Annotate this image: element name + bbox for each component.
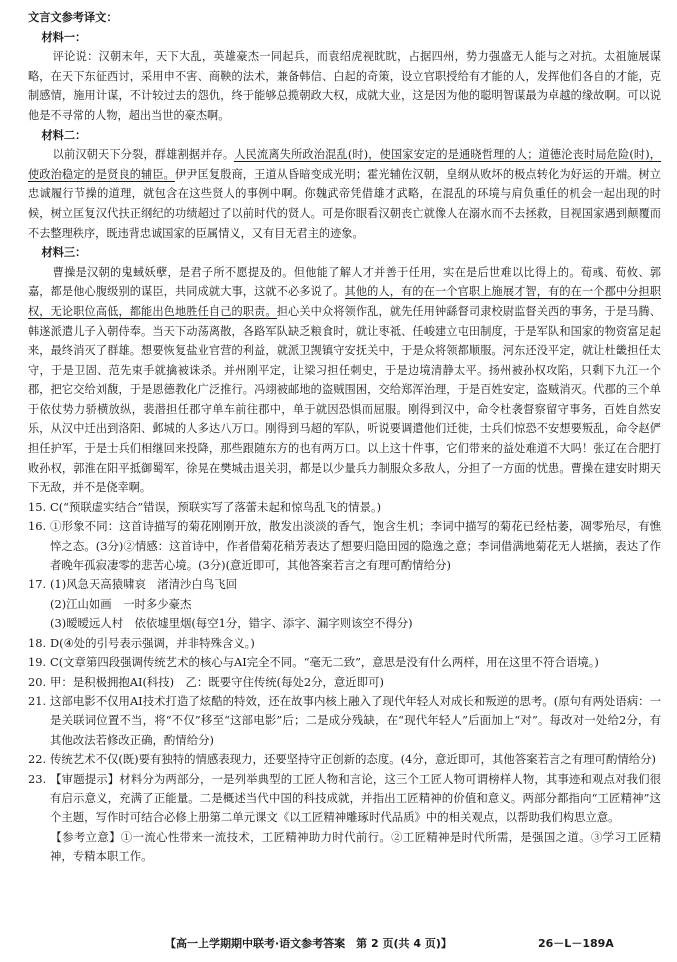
answer-item: 23. 【审题提示】材料分为两部分，一是列举典型的工匠人物和言论，这三个工匠人物可谓榜样人物，其事迹和观点对我们很有启示意义，充满了正能量。二是概述当代中国的科技成就，并指出工匠精神的价值和意义。两部分都指向“工匠精神”这个主题，写作时可结合必修上册第二单元课文《以工匠精神雕琢时代品质》中的相关观点，以帮助我们构思立意。 bbox=[28, 771, 661, 825]
material-1-label: 材料一： bbox=[41, 30, 87, 44]
answer-item: (2)江山如画 一时多少豪杰 bbox=[50, 596, 192, 611]
material-3-text bbox=[28, 263, 661, 498]
answer-item: 【参考立意】①一流心性带来一流技术，工匠精神助力时代前行。②工匠精神是时代所需，是强国之道。③学习工匠精神，专精本职工作。 bbox=[50, 829, 661, 864]
answer-item: 20. 甲：是积极拥抱AI(科技) 乙：既要守住传统(每处2分，意近即可) bbox=[28, 674, 384, 689]
material-2-text bbox=[28, 145, 661, 243]
footer-code: 26－L－189A bbox=[538, 937, 614, 950]
answer-item: 18. D(④处的引号表示强调，并非特殊含义。) bbox=[28, 635, 255, 650]
material-1-text: 评论说：汉朝末年，天下大乱，英雄豪杰一同起兵，而袁绍虎视眈眈，占据四州，势力强盛无人能与之对抗。太祖施展谋略，在天下东征西讨，采用申不害、商鞅的法术，兼备韩信、白起的奇策，设立官职授给有才能的人，发挥他们各自的才能，克制感情，施用计谋，不计较过去的怨仇，终于能够总揽朝政大权，成就大业，这是因为他的聪明智谋最为卓越的缘故啊。可以说他是不寻常的人物，超出当世的豪杰啊。 bbox=[28, 50, 661, 122]
answer-list bbox=[28, 498, 661, 867]
answer-item: 21. 这部电影不仅用AI技术打造了炫酷的特效，还在故事内核上融入了现代年轻人对成长和叛逆的思考。(原句有两处语病：一是关联词位置不当，将“不仅”移至“这部电影”后；二是成分残缺，在“现代年轻人”后面加上“对”。每改对一处给2分，有其他改法若修改正确，酌情给分) bbox=[28, 693, 661, 747]
answer-item: 22. 传统艺术不仅(既)要有独特的情感表现力，还要坚持守正创新的态度。(4分，意近即可，其他答案若言之有理可酌情给分) bbox=[28, 752, 656, 767]
material-3-label: 材料三： bbox=[41, 246, 87, 260]
material-3-intro: 曹操是汉朝的鬼蜮妖孽，是君子所不愿提及的。但他能了解人才并善于任用，实在是后世难以比得上的。荀彧、荀攸、郭嘉，都是他心腹级别的谋臣，共同成就大事，这就不必多说了。 bbox=[28, 265, 661, 299]
underlined-sentence-1: 人民流离失所政治混乱(时)，使国家安定的是通晓哲理的人； bbox=[234, 148, 539, 162]
answer-item: (3)暧暧远人村 依依墟里烟(每空1分，错字、添字、漏字则该空不得分) bbox=[50, 616, 413, 631]
underlined-sentence-3: 其他的人，有的在一个官职上施展才智，有的在一个郡中分担职权，无论职位高低，都能出色地胜任自己的职责。 bbox=[28, 285, 661, 318]
answer-item: 19. C(文章第四段强调传统艺术的核心与AI完全不同。“毫无二致”，意思是没有什么两样，用在这里不符合语境。) bbox=[28, 655, 599, 670]
section-title: 文言文参考译文： bbox=[28, 11, 118, 24]
footer-title: 【高一上学期期中联考·语文参考答案 第 2 页(共 4 页)】 bbox=[165, 937, 452, 950]
material-3-rest: 担心关中众将领作乱，就先任用钟繇督司隶校尉监督关西的事务，于是马腾、韩遂派遣儿子入朝侍奉。当天下动荡离散，各路军队缺乏粮食时，就让枣祗、任峻建立屯田制度，于是军队和国家的物资富足起来，最终消灭了群雄。想要恢复盐业官营的利益，就派卫觊镇守安抚关中，于是众将领都顺服。河东还没平定，就让杜畿担任太守，于是卫固、范先束手就擒被诛杀。并州刚平定，让梁习担任刺史，于是边境清静太平。扬州被孙权攻陷，只剩下九江一个郡，把它交给刘馥，于是恩德教化广泛推行。冯翊被邮地的盗贼围困，交给郑浑治理，于是百姓安定，盗贼消灭。代郡的三个单于依仗势力骄横放纵，裴潜担任郡守单车前往郡中，单于就因恐惧而屈服。刚得到汉中，命令杜袭督察留守事务，百姓自然安乐，从汉中迁出到洛阳、邺城的人多达八万口。刚得到马超的军队，听说要调遣他们迁徙，士兵们惊恐不安想要叛乱，命令赵俨担任护军，于是士兵们相继回来投降，那些跟随东方的也有两万口。以上这十件事，它们带来的益处难道不大吗！张辽在合肥打败孙权，郭淮在阳平抵御蜀军，徐晃在樊城击退关羽，都是以少量兵力制服众多敌人，分担了一方面的忧患。曹操在建安时期天下无敌，并不是侥幸啊。 bbox=[28, 304, 661, 495]
answer-item: 15. C(“预联虚实结合”错误，预联实写了落蕾未起和惊鸟乱飞的情景。) bbox=[28, 499, 382, 514]
answer-item: 17. (1)风急天高猿啸哀 渚清沙白鸟飞回 bbox=[28, 577, 237, 592]
answer-item: 16. ①形象不同：这首诗描写的菊花刚刚开放，散发出淡淡的香气，饱含生机；李词中描写的菊花已经枯萎，凋零殆尽，有憔悴之态。(3分)②情感：这首诗中，作者借菊花稍芳表达了想要归隐田园的隐逸之意；李词借满地菊花无人堪摘，表达了作者晚年孤寂凄零的悲苦心境。(3分)(意近即可，其他答案若言之有理可酌情给分) bbox=[28, 519, 661, 573]
material-2-rest: 伊尹匡复殷商，王道从昏暗变成光明；霍光辅佐汉朝，皇纲从败坏的极点转化为好运的开端。树立忠诚履行节操的道理，就包含在这些贤人的事例中啊。你魏武帝凭借雄才武略，在混乱的环境与肩负重任的机会一起出现的时候，树立匡复汉代扶正纲纪的功绩超过了以前时代的贤人。可是你眼看汉朝丧亡就像人在溺水而不去拯救，目视国家遇到颠覆而不去整理秩序，既违背忠诚国家的臣属情义，又有目无君主的迹象。 bbox=[28, 167, 661, 240]
material-2-intro: 以前汉朝天下分裂，群雄割据并存。 bbox=[52, 148, 235, 162]
material-2-label: 材料二： bbox=[41, 128, 87, 142]
underlined-sentence-2: 道德沦丧时局危险(时)，使政治稳定的是贤良的辅臣。 bbox=[28, 148, 661, 181]
